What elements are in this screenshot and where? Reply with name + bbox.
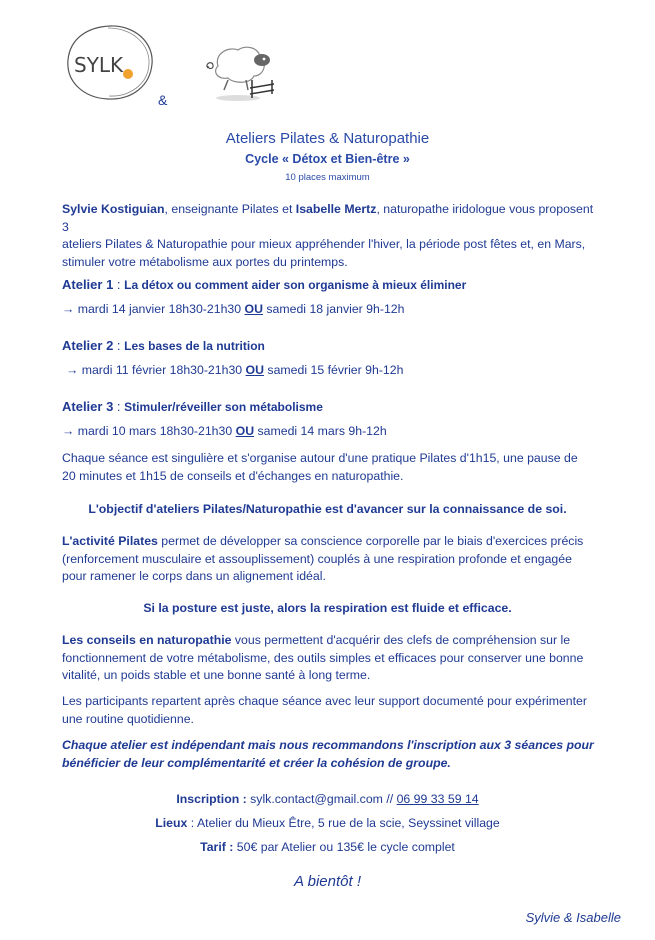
tarif-label: Tarif :	[200, 840, 234, 854]
recommandation-line1: Chaque atelier est indépendant mais nous recommandons l'inscription aux 3 séances pour	[62, 738, 594, 752]
lieux-line	[0, 816, 655, 830]
page-title: Ateliers Pilates & Naturopathie	[225, 130, 430, 147]
atelier-2-date1: mardi 11 février 18h30-21h30	[78, 363, 246, 377]
sheep-icon	[198, 36, 278, 106]
pilates-line2: (renforcement musculaire et assouplissement) couplés à une respiration profonde et engagée	[62, 551, 572, 566]
atelier-2-ou: OU	[245, 363, 264, 377]
intro-name1: Sylvie Kostiguian	[62, 202, 165, 216]
phone-link[interactable]: 06 99 33 59 14	[396, 792, 479, 806]
ampersand: &	[158, 92, 168, 108]
pilates-line3: pour ramener le corps dans un alignement idéal.	[62, 569, 326, 583]
sylk-logo	[62, 22, 158, 102]
atelier-1	[62, 276, 602, 318]
posture-statement: Si la posture est juste, alors la respiration est fluide et efficace.	[143, 601, 512, 615]
atelier-2	[62, 337, 602, 379]
pilates-lead: L'activité Pilates	[62, 534, 158, 548]
conseils-line3: vitalité, un poids stable et une bonne santé à long terme.	[62, 668, 371, 682]
pilates-paragraph	[62, 533, 595, 586]
atelier-3	[62, 398, 602, 440]
inscription-label: Inscription :	[176, 792, 247, 806]
atelier-1-title: La détox ou comment aider son organisme à mieux éliminer	[124, 278, 467, 292]
seance-line2: 20 minutes et 1h15 de conseils et d'échanges en naturopathie.	[62, 468, 404, 483]
atelier-1-date2: samedi 18 janvier 9h-12h	[262, 302, 405, 316]
seance-line1: Chaque séance est singulière et s'organise autour d'une pratique Pilates d'1h15, une pause de	[62, 451, 578, 465]
atelier-1-label: Atelier 1	[62, 277, 114, 292]
lieux-label: Lieux	[155, 816, 188, 830]
seance-paragraph	[62, 450, 595, 485]
atelier-2-sep: :	[113, 338, 125, 353]
atelier-3-date1: mardi 10 mars 18h30-21h30	[74, 424, 236, 438]
participants-line1: Les participants repartent après chaque séance avec leur support documenté pour expérimenter	[62, 694, 587, 708]
atelier-2-date2: samedi 15 février 9h-12h	[264, 363, 404, 377]
atelier-3-title: Stimuler/réveiller son métabolisme	[124, 400, 323, 414]
inscription-email[interactable]: sylk.contact@gmail.com //	[246, 792, 397, 806]
intro-text2: , naturopathe iridologue vous proposent 3	[62, 202, 594, 234]
signature: Sylvie & Isabelle	[525, 910, 621, 925]
participants-line2: une routine quotidienne.	[62, 711, 194, 726]
cycle-subtitle: Cycle « Détox et Bien-être »	[245, 152, 410, 166]
atelier-3-label: Atelier 3	[62, 399, 114, 414]
pilates-line1: permet de développer sa conscience corporelle par le biais d'exercices précis	[157, 534, 584, 548]
atelier-2-label: Atelier 2	[62, 338, 114, 353]
participants-paragraph	[62, 693, 595, 728]
lieux-text: : Atelier du Mieux Être, 5 rue de la scie, Seyssinet village	[187, 816, 500, 830]
arrow-icon: →	[62, 302, 75, 316]
atelier-3-ou: OU	[235, 424, 255, 438]
conseils-lead: Les conseils en naturopathie	[62, 633, 232, 647]
closing-greeting: A bientôt !	[294, 873, 361, 890]
arrow-icon: →	[62, 424, 75, 438]
places-note: 10 places maximum	[285, 172, 370, 183]
tarif-text: 50€ par Atelier ou 135€ le cycle complet	[233, 840, 455, 854]
intro-line2: ateliers Pilates & Naturopathie pour mieux appréhender l'hiver, la période post fêtes et, en Mars,	[62, 237, 586, 251]
intro-paragraph	[62, 201, 595, 271]
tarif-line	[0, 840, 655, 854]
arrow-icon: →	[66, 363, 79, 377]
atelier-1-ou: OU	[244, 302, 263, 316]
atelier-2-title: Les bases de la nutrition	[124, 339, 265, 353]
atelier-1-sep: :	[113, 277, 125, 292]
inscription-line	[0, 792, 655, 806]
conseils-paragraph	[62, 632, 595, 685]
intro-text1: , enseignante Pilates et	[164, 202, 296, 216]
conseils-line2: fonctionnement de votre métabolisme, des outils simples et efficaces pour conserver une bonne	[62, 650, 584, 665]
intro-name2: Isabelle Mertz	[295, 202, 377, 216]
atelier-3-sep: :	[113, 399, 125, 414]
sylk-logo-text: SYLK	[74, 53, 124, 77]
objectif-statement: L'objectif d'ateliers Pilates/Naturopathie est d'avancer sur la connaissance de soi.	[88, 502, 567, 516]
intro-line3: stimuler votre métabolisme aux portes du printemps.	[62, 254, 348, 269]
recommandation-line2: bénéficier de leur complémentarité et créer la cohésion de groupe.	[62, 755, 451, 770]
recommandation-paragraph	[62, 737, 595, 772]
conseils-line1: vous permettent d'acquérir des clefs de compréhension sur le	[231, 633, 571, 647]
atelier-3-date2: samedi 14 mars 9h-12h	[254, 424, 387, 438]
atelier-1-date1: mardi 14 janvier 18h30-21h30	[74, 302, 245, 316]
